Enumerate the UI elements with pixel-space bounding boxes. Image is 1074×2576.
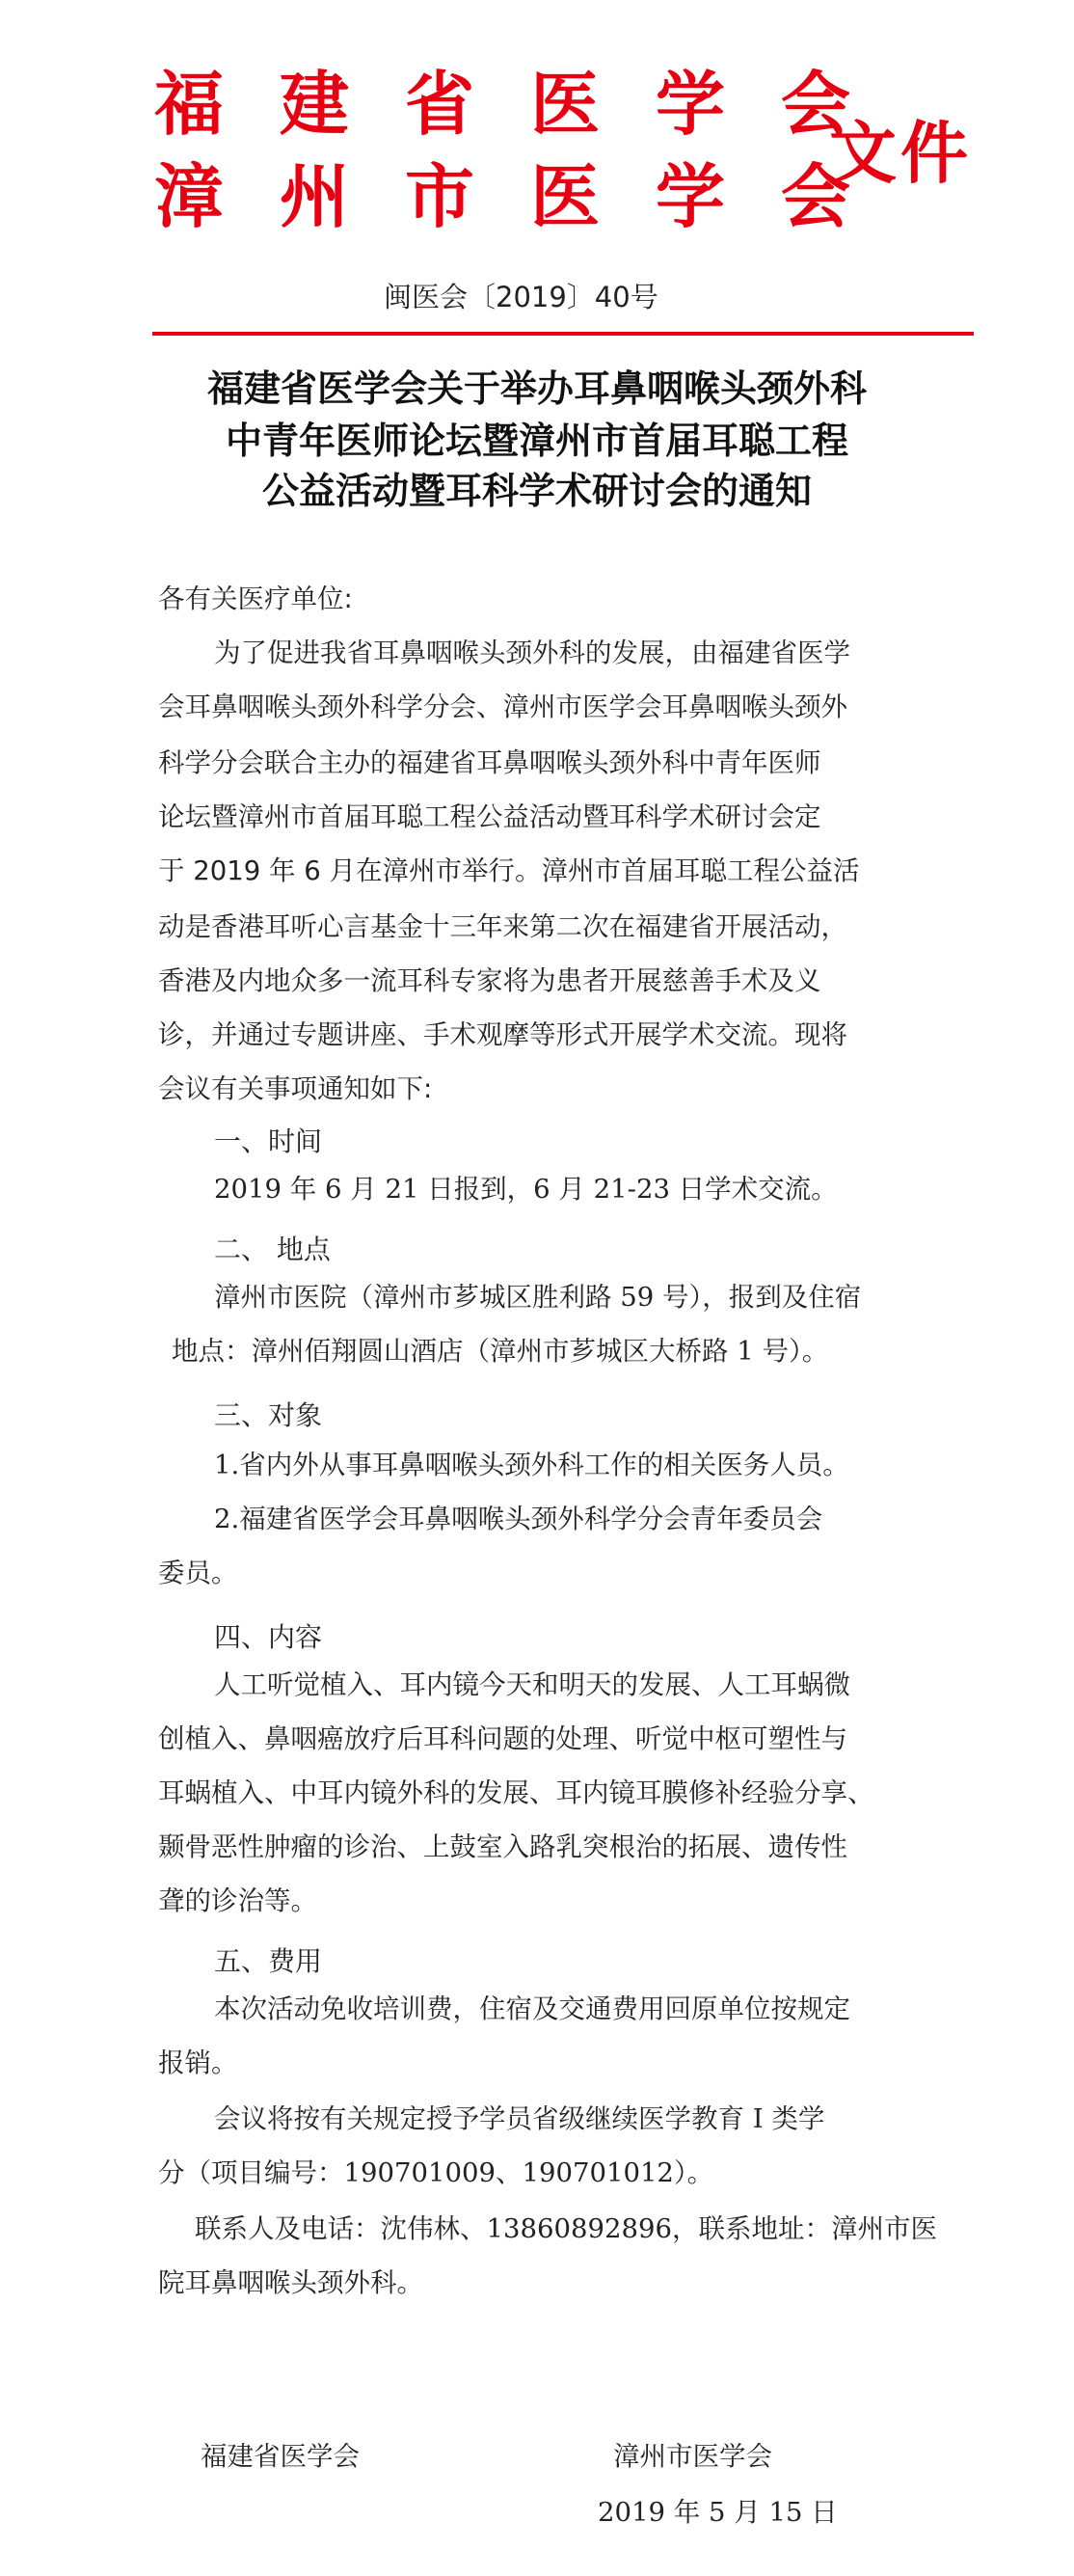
section-heading-place: 二、 地点 [214,1234,331,1265]
document-date: 2019 年 5 月 15 日 [598,2497,838,2528]
issuer-name-zhangzhou: 漳州市医学会 [154,155,907,237]
place-text: 地点：漳州佰翔圆山酒店（漳州市芗城区大桥路 1 号）。 [172,1336,829,1367]
document-word-wenjian: 文件 [829,113,972,193]
title-line-1: 福建省医学会关于举办耳鼻咽喉头颈外科 [206,367,867,410]
intro-line: 为了促进我省耳鼻咽喉头颈外科的发展，由福建省医学 [214,637,850,668]
place-text: 漳州市医院（漳州市芗城区胜利路 59 号），报到及住宿 [214,1282,862,1313]
section-heading-content: 四、内容 [214,1621,323,1653]
issuer-name-fujian: 福建省医学会 [154,63,907,145]
credit-text: 分（项目编号：190701009、190701012）。 [158,2157,714,2188]
content-line: 耳蜗植入、中耳内镜外科的发展、耳内镜耳膜修补经验分享、 [158,1777,874,1808]
content-line: 创植入、鼻咽癌放疗后耳科问题的处理、听觉中枢可塑性与 [158,1723,847,1754]
section-heading-target: 三、对象 [214,1399,323,1431]
intro-line: 论坛暨漳州市首届耳聪工程公益活动暨耳科学术研讨会定 [158,801,821,832]
intro-line: 动是香港耳听心言基金十三年来第二次在福建省开展活动， [158,911,847,942]
content-line: 聋的诊治等。 [158,1885,317,1916]
fee-text: 报销。 [158,2047,238,2078]
intro-line: 于 2019 年 6 月在漳州市举行。漳州市首届耳聪工程公益活 [158,855,860,886]
salutation: 各有关医疗单位: [158,583,353,614]
header-divider [152,332,974,336]
target-item-1: 1.省内外从事耳鼻咽喉头颈外科工作的相关医务人员。 [214,1450,849,1480]
intro-line: 会耳鼻咽喉头颈外科学分会、漳州市医学会耳鼻咽喉头颈外 [158,691,847,722]
intro-line: 香港及内地众多一流耳科专家将为患者开展慈善手术及义 [158,965,821,996]
signature-zhangzhou: 漳州市医学会 [613,2441,772,2472]
document-number: 闽医会〔2019〕40号 [384,281,658,313]
fee-text: 本次活动免收培训费，住宿及交通费用回原单位按规定 [214,1993,850,2024]
target-item-2: 2.福建省医学会耳鼻咽喉头颈外科学分会青年委员会 [214,1504,823,1534]
time-text: 2019 年 6 月 21 日报到，6 月 21-23 日学术交流。 [214,1174,838,1205]
title-line-2: 中青年医师论坛暨漳州市首届耳聪工程 [225,420,848,462]
target-item-2-cont: 委员。 [158,1558,238,1588]
credit-text: 会议将按有关规定授予学员省级继续医学教育 I 类学 [214,2103,825,2134]
section-heading-time: 一、时间 [214,1125,323,1157]
contact-text: 联系人及电话：沈伟林、13860892896，联系地址：漳州市医 [195,2213,937,2244]
signature-fujian: 福建省医学会 [201,2441,360,2472]
intro-line: 科学分会联合主办的福建省耳鼻咽喉头颈外科中青年医师 [158,747,821,778]
contact-text: 院耳鼻咽喉头颈外科。 [158,2267,423,2298]
content-line: 颞骨恶性肿瘤的诊治、上鼓室入路乳突根治的拓展、遗传性 [158,1831,847,1862]
intro-line: 会议有关事项通知如下: [158,1073,433,1104]
section-heading-fee: 五、费用 [214,1945,323,1977]
title-line-3: 公益活动暨耳科学术研讨会的通知 [261,470,812,512]
intro-line: 诊，并通过专题讲座、手术观摩等形式开展学术交流。现将 [158,1019,847,1050]
content-line: 人工听觉植入、耳内镜今天和明天的发展、人工耳蜗微 [214,1669,850,1700]
